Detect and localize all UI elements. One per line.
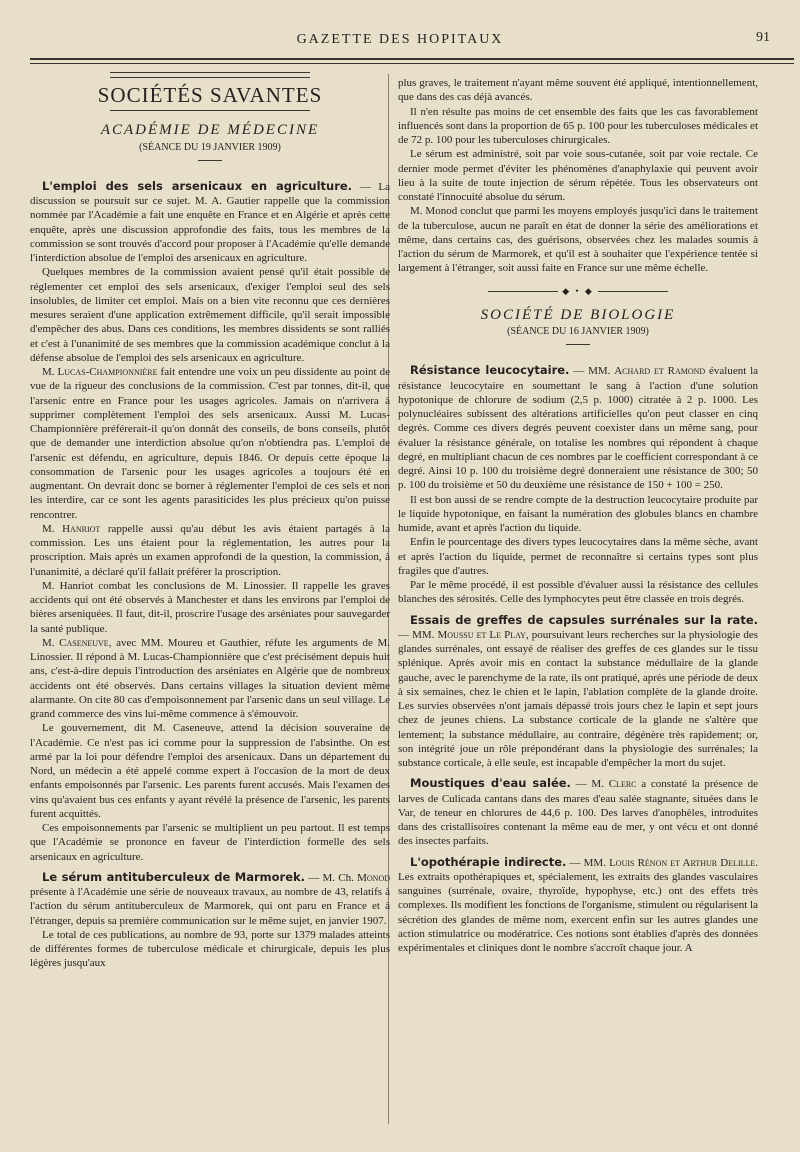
serum-continued-2: Il n'en résulte pas moins de cet ensemble des faits que les cas favorablement influencés sont dans la proportion de 65 p. 100 pour les tuberculoses médicales et de 72 p. 100 pour les tuberculoses chirurgicales.	[398, 105, 758, 146]
serum-continued-1: plus graves, le traitement n'ayant même souvent été appliqué, intentionnellement, que dans des cas déjà avancés.	[398, 77, 758, 104]
right-column	[398, 76, 758, 955]
greffes-paragraph: Essais de greffes de capsules surrénales sur la rate. — MM. Moussu et Le Play, poursuivant leurs recherches sur la physiologie des glandes surrénales, ont essayé de réaliser des greffes de ces glandes sur le tissu splénique. Après avoir mis en contact la substance médullaire de la glande gauche, avec le parenchyme de la rate, ils ont pratiqué, après une période de deux à six semaines, chez le chien et le lapin, l'ablation complète de la glande droite. Les survies observées n'ont jamais dépassé trois jours chez le lapin et sept jours chez de jeunes chiens. La substance corticale de la glande ne s'altère que lentement; la substance médullaire, au contraire, dégénère très rapidement; or, son intégrité joue un rôle prépondérant dans la physiologie des surrénales; la substance corticale, à elle seule, est incapable d'empêcher la mort du sujet.	[398, 612, 759, 769]
serum-paragraph-2: Le total de ces publications, au nombre de 93, porte sur 1379 malades atteints de différentes formes de tuberculose médicale et chirurgicale, depuis les plus légères jusqu'aux	[30, 928, 390, 970]
leuco-heading: Résistance leucocytaire.	[410, 363, 570, 378]
greffes-heading: Essais de greffes de capsules surrénales sur la rate.	[410, 612, 758, 627]
section-top-rule	[110, 72, 310, 78]
left-column	[30, 70, 390, 971]
academy-title: ACADÉMIE DE MÉDECINE	[100, 122, 320, 139]
opotherapie-heading: L'opothérapie indirecte.	[410, 854, 567, 869]
short-rule	[566, 344, 590, 345]
biology-title: SOCIÉTÉ DE BIOLOGIE	[480, 306, 676, 323]
arsenic-paragraph-7: Le gouvernement, dit M. Caseneuve, attend la décision souveraine de l'Académie. Ce n'est pas ici comme pour la suppression de l'absinthe. On est armé par la loi pour défendre l'emploi des arsenicaux. Dans un département du Nord, un médecin a été appelé comme expert à l'occasion de la mort de deux enfants empoisonnés par l'arsenic. Les parents furent accusés. Mais l'examen des vins qu'avaient bus ces enfants y ayant révélé la présence de l'arsenic, les parents furent acquittés.	[30, 722, 390, 820]
section-title: SOCIÉTÉS SAVANTES	[97, 83, 323, 107]
biology-session-date: (SÉANCE DU 16 JANVIER 1909)	[507, 326, 649, 337]
arsenic-paragraph-1: L'emploi des sels arsenicaux en agriculture. — La discussion se poursuit sur ce sujet. M. A. Gautier rappelle que la commission nommée par l'Académie a fait une enquête en France et en Algérie et après cette enquête, après une discussion approfondie des faits, tous les membres de la commission se sont trouvés d'accord pour proposer à l'Académie qu'elle demande l'interdiction absolue de l'emploi des arsenicaux en agriculture.	[30, 178, 390, 264]
header-rule-thin	[30, 63, 794, 64]
serum-continued-4: M. Monod conclut que parmi les moyens employés jusqu'ici dans le traitement de la tuberculose, aucun ne paraît en état de donner la série des améliorations et même, dans certains cas, des guérisons, observées chez les malades soumis à l'action du sérum de Marmorek, et qu'il est à souhaiter que l'expérience tentée si largement à l'étranger, soit aussi faite en France sur une même échelle.	[398, 205, 758, 275]
leuco-paragraph-3: Enfin le pourcentage des divers types leucocytaires dans la même sèche, avant et après l'action du liquide, permet de reconnaître si certains types sont plus fragiles que d'autres.	[398, 536, 758, 577]
arsenic-paragraph-6: M. Caseneuve, avec MM. Moureu et Gauthier, réfute les arguments de M. Linossier. Il répond à M. Lucas-Championnière que c'est précisément depuis huit ans, c'est-à-dire depuis l'introduction des arséniates en Algérie que de nombreux accidents ont été observés. Dans certains villages la situation devient même alarmante. On cite 80 cas d'empoisonnement par l'arsenic dans un seul village. Le grand commerce des vins lui-même commence à s'émouvoir.	[30, 636, 390, 720]
serum-continued-3: Le sérum est administré, soit par voie sous-cutanée, soit par voie rectale. Ce dernier mode permet d'éviter les phénomènes d'anaphylaxie qui peuvent avoir lieu à la suite de toute injection de sérum répétée. Tous les observateurs ont constaté l'innocuité absolue du sérum.	[398, 148, 758, 203]
header-rule	[30, 58, 794, 60]
short-rule	[198, 160, 222, 161]
running-header: GAZETTE DES HOPITAUX	[296, 32, 504, 47]
moustiques-paragraph: Moustiques d'eau salée. — M. Clerc a constaté la présence de larves de Culicada cantans dans des mares d'eau salée stagnante, situées dans le Var, de teneur en chlorures de 44,6 p. 100. Des larves d'anophèles, introduites dans des cristallisoires contenant la même eau de mer, y ont vécu et ont donné des insectes parfaits.	[398, 776, 759, 848]
arsenic-paragraph-4: M. Hanriot rappelle aussi qu'au début les avis étaient partagés à la commission. Les uns étaient pour la réglementation, les autres pour la proscription. Mais après un examen approfondi de la question, la commission, à l'unanimité, a déclaré qu'il fallait préférer la proscription.	[30, 522, 390, 578]
moustiques-heading: Moustiques d'eau salée.	[410, 776, 571, 791]
leuco-paragraph-1: Résistance leucocytaire. — MM. Achard et Ramond évaluent la résistance leucocytaire en soumettant le sang à l'action d'une solution hypotonique de chlorure de sodium (2,5 p. 1000) citratée à 2 p. 1000. Les polynucléaires subissent des altérations artificielles qu'on peut classer en cinq degrés. Comme ces divers degrés peuvent coexister dans un même sang, pour évaluer la résistance générale, on totalise les nombres qui répondent à chaque degré, en multipliant chacun de ces nombres par le coefficient correspondant à ce degré. Ainsi 10 p. 100 du troisième degré donneraient une résistance de 300; 50 p. 100 du troisième et 50 du deuxième une résistance de 150 + 100 = 250.	[398, 363, 759, 492]
section-ornament: ◆ • ◆	[398, 284, 758, 298]
arsenic-paragraph-8: Ces empoisonnements par l'arsenic se multiplient un peu partout. Il est temps que l'Académie se prononce en faveur de l'interdiction formelle des sels arsenicaux en agriculture.	[30, 822, 390, 863]
arsenic-paragraph-3: M. Lucas-Championnière fait entendre une voix un peu dissidente au point de vue de la rigueur des conclusions de la commission. C'est par tonnes, dit-il, que l'arsenic entre en France pour les usages agricoles. Jamais on n'arrivera à supprimer complètement l'emploi des sels arsenicaux. Aussi M. Lucas-Championnière préférerait-il qu'on donnât des conseils, de bons conseils, plutôt que de demander une interdiction absolue qu'on n'obtiendra pas. L'emploi de l'arsenic est défendu, en agriculture, depuis 1846. Or depuis cette époque la consommation de l'arsenic pour les usages agricoles a toujours été en augmentant. On devrait donc se borner à réglementer l'emploi de ces sels et non les interdire, car ce sont les agents parasiticides les plus précieux qu'on puisse rencontrer.	[30, 366, 391, 521]
page-number: 91	[756, 30, 770, 45]
opotherapie-paragraph: L'opothérapie indirecte. — MM. Louis Rénon et Arthur Delille. Les extraits opothérapiques et, spécialement, les extraits des glandes vasculaires sanguines (surrénale, ovaire, thyroïde, hypophyse, etc.) ont des effets très complexes. Ils modifient les fonctions de l'organisme, stimulent ou régularisent la sécrétion des glandes de même nom, exercent enfin sur les autres glandes une action stimulatrice ou modératrice. Ces notions sont établies d'après des données expérimentales et cliniques dont le nombre s'accroît chaque jour. A	[398, 854, 759, 954]
serum-heading: Le sérum antituberculeux de Marmorek.	[42, 869, 306, 884]
serum-paragraph-1: Le sérum antituberculeux de Marmorek. — M. Ch. Monod présente à l'Académie une série de nouveaux travaux, au nombre de 43, relatifs à l'action du sérum antituberculeux de Marmorek, qui ont paru en France et à l'étranger, depuis sa première communication sur le même sujet, en janvier 1907.	[30, 869, 391, 927]
arsenic-paragraph-5: M. Hanriot combat les conclusions de M. Linossier. Il rappelle les graves accidents qui ont été observés à Manchester et dans les environs par l'emploi de bières arseniquées. Il faut, dit-il, proscrire l'usage des arséniates pour sauvegarder la santé publique.	[30, 579, 390, 635]
arsenic-paragraph-2: Quelques membres de la commission avaient pensé qu'il était possible de réglementer cet emploi des sels arsenicaux, d'exiger l'emploi seul des sels insolubles, de limiter cet emploi. Mais on a bien vite reconnu que ces dernières mesures seraient d'une application extrêmement difficile, qu'il serait impossible d'empêcher des abus. Dans ces conditions, les membres dissidents se sont ralliés et c'est à l'unanimité de ses membres que la commission académique conclut à la défense absolue de l'emploi des sels arsenicaux en agriculture.	[30, 266, 390, 364]
arsenic-heading: L'emploi des sels arsenicaux en agriculture.	[42, 178, 353, 193]
leuco-paragraph-2: Il est bon aussi de se rendre compte de la destruction leucocytaire produite par le liquide hypotonique, en faisant la numération des globules blancs en chambre humide, avant et après l'action du liquide.	[398, 493, 758, 534]
academy-session-date: (SÉANCE DU 19 JANVIER 1909)	[139, 141, 281, 153]
leuco-paragraph-4: Par le même procédé, il est possible d'évaluer aussi la résistance des cellules blanches des sérosités. Celle des lymphocytes peut être classée en trois degrés.	[398, 579, 758, 606]
section-rule	[110, 110, 310, 111]
